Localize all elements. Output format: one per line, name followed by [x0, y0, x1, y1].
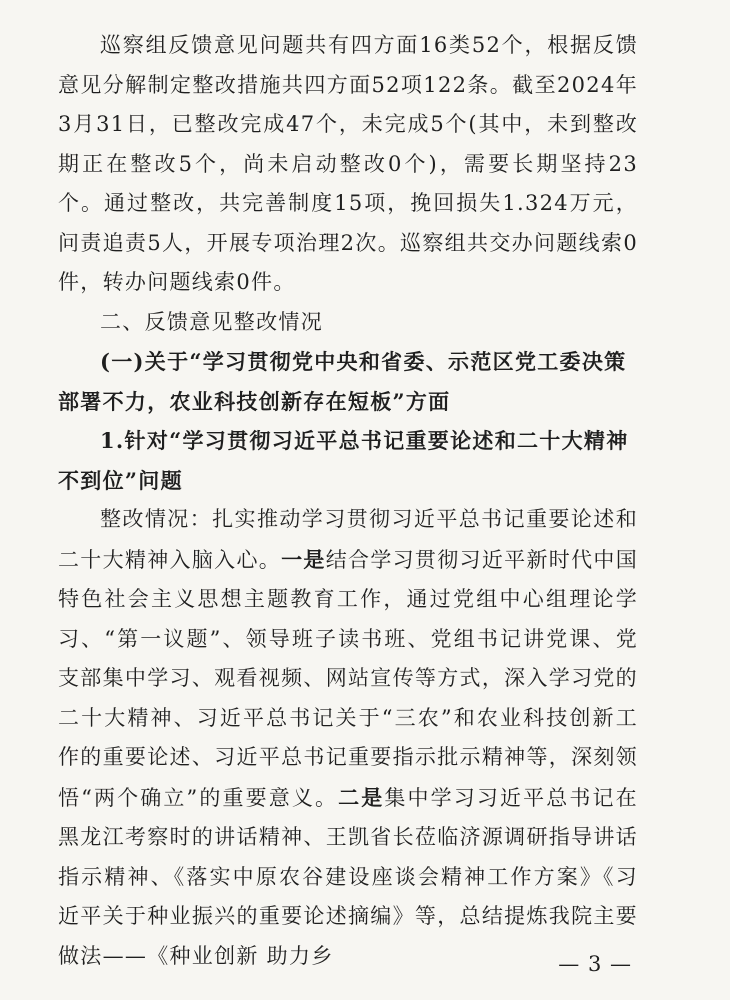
- section-heading-text: 二、反馈意见整改情况: [100, 309, 323, 334]
- item-heading: [58, 421, 638, 500]
- item-heading-text: 1.针对“学习贯彻习近平总书记重要论述和二十大精神不到位”问题: [58, 428, 629, 493]
- part1-label: 一是: [281, 546, 326, 572]
- summary-text: 巡察组反馈意见问题共有四方面16类52个，根据反馈意见分解制定整改措施共四方面52项122条。截至2024年3月31日，已整改完成47个，未完成5个(其中，未到整改期正在整改5个，尚未启动整改0个)，需要长期坚持23个。通过整改，共完善制度15项，挽回损失1.324万元，问责追责5人，开展专项治理2次。巡察组共交办问题线索0件，转办问题线索0件。: [58, 33, 638, 294]
- rectification-intro: 整改情况：扎实推动学习贯彻习近平总书记重要论述和二十大精神入脑入心。: [58, 507, 638, 572]
- part2-text: 集中学习习近平总书记在黑龙江考察时的讲话精神、王凯省长莅临济源调研指导讲话指示精神、《落实中原农谷建设座谈会精神工作方案》《习近平关于种业振兴的重要论述摘编》等，总结提炼我院主要做法——《种业创新 助力乡: [58, 785, 638, 968]
- section-heading: [58, 303, 638, 343]
- part1-text: 结合学习贯彻习近平新时代中国特色社会主义思想主题教育工作，通过党组中心组理论学习、“第一议题”、领导班子读书班、党组书记讲党课、党支部集中学习、观看视频、网站宣传等方式，深入学习党的二十大精神、习近平总书记关于“三农”和农业科技创新工作的重要论述、习近平总书记重要指示批示精神等，深刻领悟“两个确立”的重要意义。: [58, 547, 638, 810]
- part2-label: 二是: [338, 784, 385, 810]
- document-body: [58, 26, 638, 976]
- rectification-paragraph: [58, 500, 638, 976]
- subsection-heading-text: (一)关于“学习贯彻党中央和省委、示范区党工委决策部署不力，农业科技创新存在短板”方面: [58, 349, 627, 414]
- subsection-heading: [58, 342, 638, 421]
- summary-paragraph: [58, 26, 638, 303]
- page-number: — 3 —: [558, 952, 632, 976]
